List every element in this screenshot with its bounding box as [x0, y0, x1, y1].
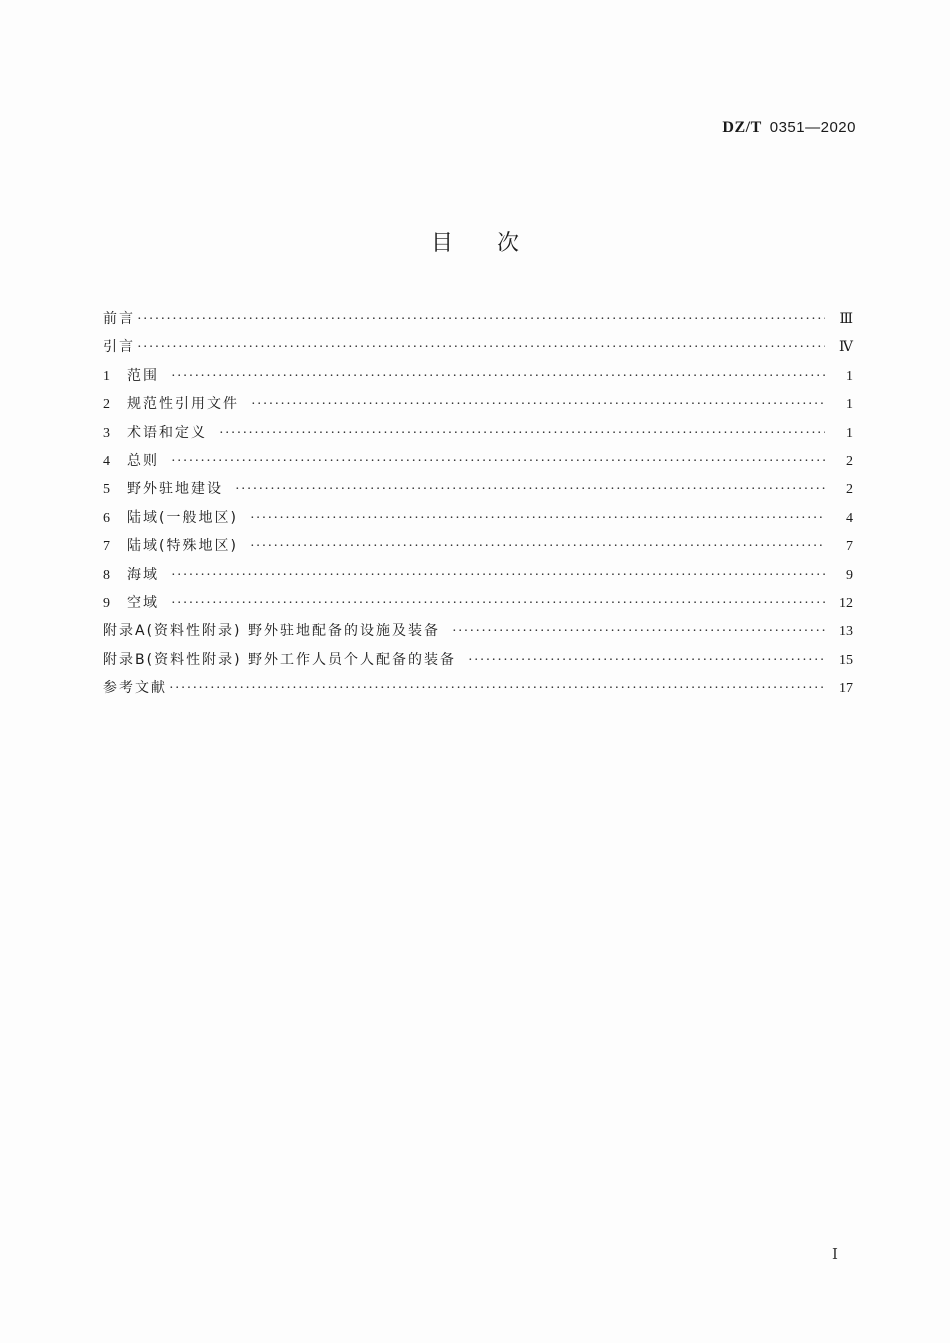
toc-entry-4[interactable]	[103, 450, 853, 478]
toc-entry-number: 1	[103, 368, 110, 384]
toc-entry-title: 范围	[127, 367, 159, 384]
toc-entry-title: 前言	[103, 311, 135, 327]
toc-entry-title: 术语和定义	[127, 424, 207, 441]
toc-entry-page: 4	[846, 510, 853, 526]
toc-entry-page: Ⅲ	[839, 312, 853, 327]
leader-dots	[169, 681, 825, 697]
toc-entry-number: 9	[103, 595, 110, 611]
toc-entry-page: 2	[846, 453, 853, 469]
toc-entry-page: Ⅳ	[839, 340, 853, 356]
standard-number: 0351—2020	[769, 119, 856, 136]
leader-dots	[171, 568, 825, 584]
leader-dots	[171, 454, 825, 470]
toc-entry-number: 3	[103, 425, 110, 441]
toc-entry-title: 陆域(特殊地区)	[127, 538, 238, 555]
toc-entry-3[interactable]	[103, 422, 853, 450]
toc-entry-page: 1	[846, 425, 853, 441]
toc-entry-7[interactable]	[103, 535, 853, 563]
table-of-contents	[103, 308, 853, 705]
toc-entry-number: 6	[103, 510, 110, 526]
toc-entry-page: 9	[846, 567, 853, 583]
toc-entry-title: 总则	[127, 452, 159, 469]
toc-entry-5[interactable]	[103, 478, 853, 506]
standard-prefix: DZ/T	[722, 119, 762, 136]
leader-dots	[171, 369, 825, 385]
leader-dots	[251, 397, 825, 413]
toc-entry-2[interactable]	[103, 393, 853, 421]
toc-entry-6[interactable]	[103, 507, 853, 535]
toc-entry-number: 2	[103, 397, 110, 413]
toc-entry-number: 4	[103, 453, 110, 469]
toc-entry-title: 引言	[103, 339, 135, 356]
toc-entry-number: 7	[103, 539, 110, 555]
leader-dots	[219, 426, 825, 442]
standard-code	[722, 118, 856, 137]
toc-entry-9[interactable]	[103, 592, 853, 620]
toc-entry-number: 5	[103, 482, 110, 498]
toc-entry-introduction[interactable]	[103, 336, 853, 364]
toc-entry-page: 2	[846, 482, 853, 498]
toc-entry-number: 8	[103, 567, 110, 583]
toc-entry-page: 15	[839, 652, 853, 668]
toc-entry-title: 附录B(资料性附录) 野外工作人员个人配备的装备	[103, 651, 456, 668]
leader-dots	[250, 539, 825, 555]
toc-entry-title: 规范性引用文件	[127, 396, 239, 413]
page-number: Ⅰ	[832, 1247, 838, 1263]
leader-dots	[137, 340, 825, 356]
leader-dots	[250, 511, 825, 527]
toc-entry-title: 野外驻地建设	[127, 481, 223, 498]
toc-entry-title: 附录A(资料性附录) 野外驻地配备的设施及装备	[103, 623, 440, 640]
toc-entry-page: 12	[839, 595, 853, 611]
toc-entry-page: 13	[839, 624, 853, 640]
toc-entry-references[interactable]	[103, 677, 853, 705]
toc-entry-page: 7	[846, 539, 853, 555]
toc-entry-title: 参考文献	[103, 680, 167, 697]
toc-entry-page: 1	[846, 368, 853, 384]
leader-dots	[468, 653, 825, 669]
page-title: 目次	[430, 231, 563, 256]
toc-entry-page: 1	[846, 397, 853, 413]
toc-entry-appendix-a[interactable]	[103, 620, 853, 648]
leader-dots	[452, 624, 825, 640]
toc-entry-8[interactable]	[103, 564, 853, 592]
toc-entry-title: 海域	[127, 566, 159, 583]
toc-entry-1[interactable]	[103, 365, 853, 393]
toc-entry-appendix-b[interactable]	[103, 649, 853, 677]
leader-dots	[171, 596, 825, 612]
leader-dots	[235, 482, 825, 498]
toc-entry-title: 空域	[127, 594, 159, 611]
toc-entry-page: 17	[839, 681, 853, 697]
leader-dots	[137, 312, 825, 328]
toc-entry-title: 陆域(一般地区)	[127, 509, 238, 526]
toc-entry-foreword[interactable]	[103, 308, 853, 336]
